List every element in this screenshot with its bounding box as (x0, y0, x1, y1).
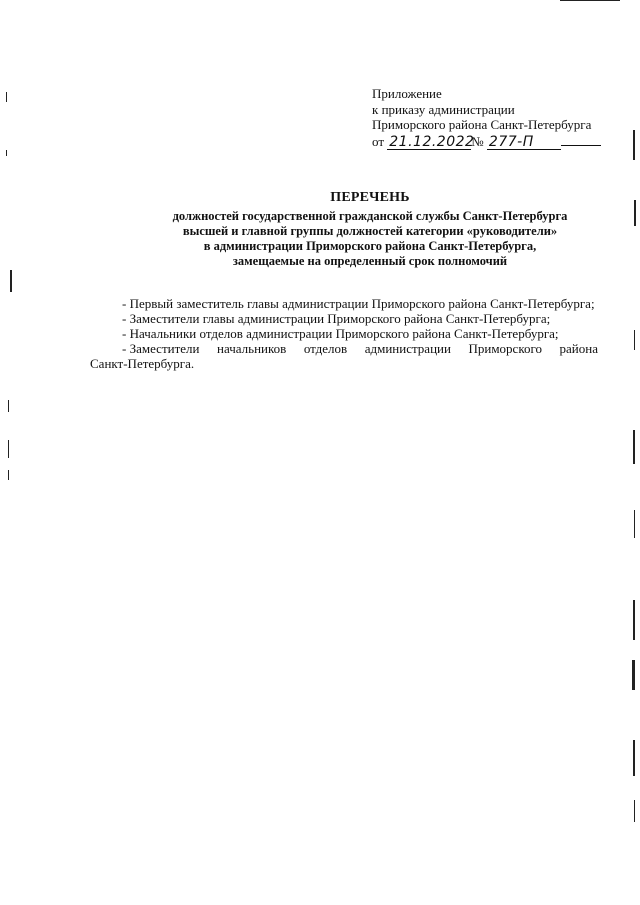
scan-mark (8, 440, 9, 458)
title-line-4: замещаемые на определенный срок полномочий (232, 254, 508, 268)
appendix-block (372, 86, 602, 150)
appendix-title: Приложение (372, 86, 442, 101)
scan-mark (634, 510, 635, 538)
scan-mark (560, 0, 620, 1)
title-line-3: в администрации Приморского района Санкт-Петербурга, (203, 239, 537, 253)
scan-mark (633, 130, 635, 160)
title-line-2: высшей и главной группы должностей категории «руководители» (182, 224, 558, 238)
list-word: Приморского (468, 341, 542, 356)
scan-mark (634, 330, 635, 350)
scan-mark (633, 430, 635, 464)
appendix-order-ref: к приказу администрации (372, 101, 515, 117)
scan-mark (8, 470, 9, 480)
list-word: начальников (217, 341, 287, 356)
scan-mark (632, 660, 635, 690)
list-item (90, 341, 598, 356)
positions-list (90, 296, 598, 371)
number-label: № (471, 133, 484, 149)
scan-mark (633, 740, 635, 776)
order-date-number (372, 133, 602, 150)
scan-mark (633, 600, 635, 640)
from-label: от (372, 133, 385, 149)
scan-mark (634, 200, 636, 226)
list-word: администрации (364, 341, 451, 356)
order-date: 21.12.2022 (389, 133, 475, 150)
list-item: - Первый заместитель главы администрации Приморского района Санкт-Петербурга; (122, 296, 595, 311)
scan-mark (6, 92, 7, 102)
title-heading: ПЕРЕЧЕНЬ (330, 190, 410, 205)
scan-mark (634, 800, 635, 822)
appendix-district: Приморского района Санкт-Петербурга (372, 117, 592, 132)
list-word: - Заместители (122, 341, 200, 356)
scan-mark (10, 270, 12, 292)
order-number: 277-П (487, 135, 561, 150)
document-title (140, 190, 600, 269)
scan-mark (8, 400, 9, 412)
list-word: района (559, 341, 598, 356)
underline-rule (561, 133, 601, 146)
list-item: - Начальники отделов администрации Приморского района Санкт-Петербурга; (122, 326, 559, 341)
list-word: отделов (303, 341, 348, 356)
list-item-continuation: Санкт-Петербурга. (90, 356, 195, 371)
title-line-1: должностей государственной гражданской службы Санкт-Петербурга (172, 209, 568, 223)
scan-mark (6, 150, 7, 156)
list-item: - Заместители главы администрации Приморского района Санкт-Петербурга; (122, 311, 551, 326)
